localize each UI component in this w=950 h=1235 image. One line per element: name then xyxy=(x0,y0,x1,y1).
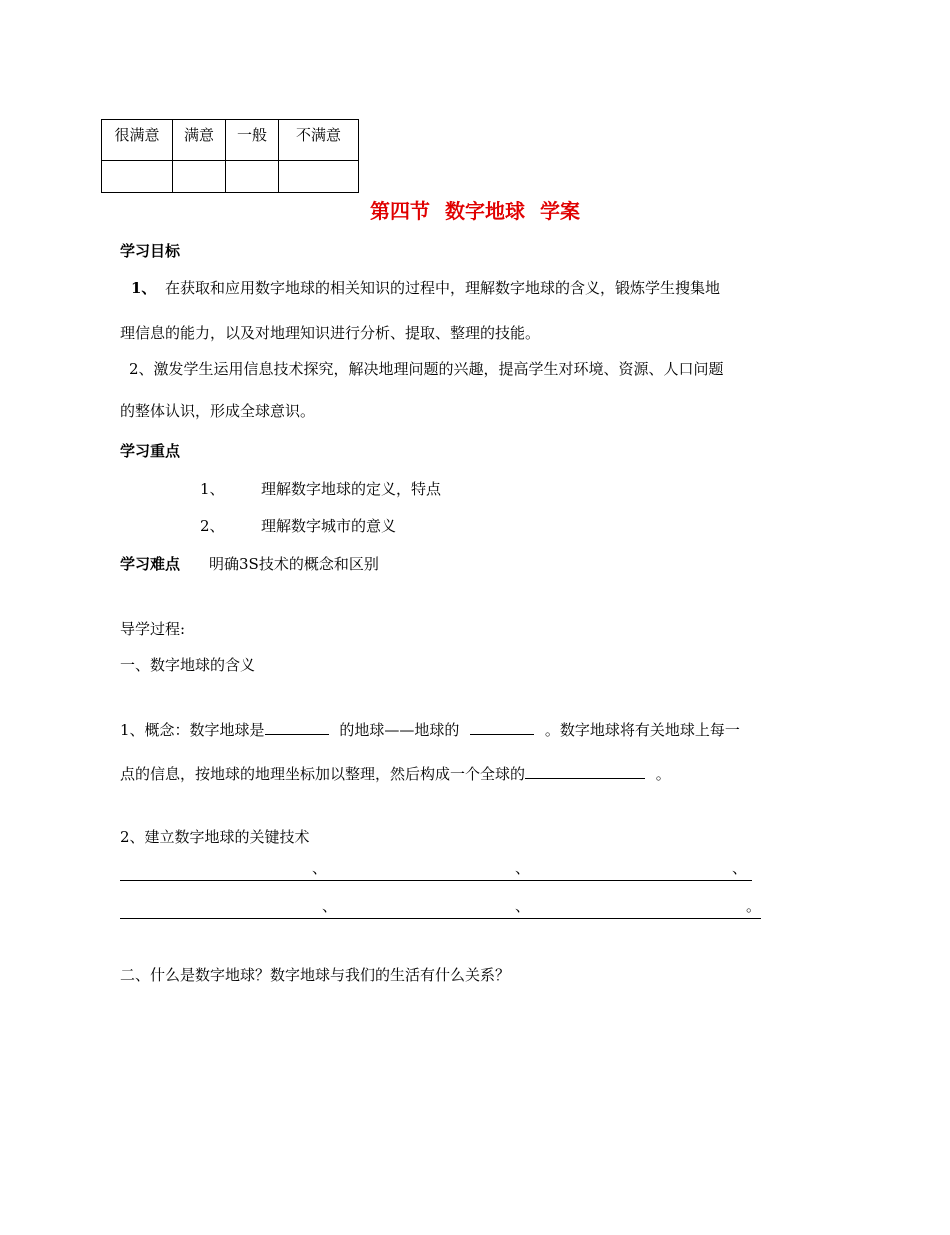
separator-period: 。 xyxy=(746,897,762,915)
rating-cell-average[interactable] xyxy=(226,161,279,193)
difficulty-heading: 学习难点 xyxy=(120,555,181,573)
concept-line-2 xyxy=(120,762,671,784)
title-topic: 数字地球 xyxy=(445,199,525,223)
title-type: 学案 xyxy=(539,199,580,223)
separator-comma: 、 xyxy=(732,859,748,877)
difficulty-text: 明确3S技术的概念和区别 xyxy=(209,555,379,573)
concept-line-1 xyxy=(120,718,740,740)
separator-comma: 、 xyxy=(312,859,328,877)
rating-very-satisfied: 很满意 xyxy=(102,120,173,161)
separator-comma: 、 xyxy=(515,897,531,915)
concept-text-a: 1、概念：数字地球是 xyxy=(120,721,265,739)
rating-unsatisfied: 不满意 xyxy=(279,120,359,161)
key-points-heading: 学习重点 xyxy=(120,442,181,460)
rating-cell-satisfied[interactable] xyxy=(173,161,226,193)
blank-earth-of[interactable] xyxy=(470,718,534,735)
key-point-1-text: 理解数字地球的定义，特点 xyxy=(261,480,442,498)
rating-satisfied: 满意 xyxy=(173,120,226,161)
blank-global[interactable] xyxy=(525,762,645,779)
objective-1-line1: 在获取和应用数字地球的相关知识的过程中，理解数字地球的含义，锻炼学生搜集地 xyxy=(165,279,721,297)
key-tech-heading: 2、建立数字地球的关键技术 xyxy=(120,828,310,846)
rating-input-row xyxy=(102,161,359,193)
separator-comma: 、 xyxy=(515,859,531,877)
section-2-heading: 二、什么是数字地球？数字地球与我们的生活有什么关系？ xyxy=(120,966,511,984)
objective-1-number: 1、 xyxy=(131,279,157,297)
key-point-1-number: 1、 xyxy=(200,480,225,498)
concept-text-b: 的地球——地球的 xyxy=(339,721,460,739)
key-tech-fill-row-2[interactable] xyxy=(120,896,761,919)
rating-table xyxy=(101,119,359,193)
concept-text-c: 。数字地球将有关地球上每一 xyxy=(544,721,740,739)
rating-cell-very-satisfied[interactable] xyxy=(102,161,173,193)
objectives-heading: 学习目标 xyxy=(120,242,181,260)
objective-1-line2: 理信息的能力，以及对地理知识进行分析、提取、整理的技能。 xyxy=(120,324,541,342)
rating-header-row xyxy=(102,120,359,161)
concept-text-d: 点的信息，按地球的地理坐标加以整理，然后构成一个全球的 xyxy=(120,765,526,783)
title-section: 第四节 xyxy=(370,199,431,223)
page-title xyxy=(0,195,950,224)
concept-text-e: 。 xyxy=(655,765,671,783)
key-point-2-number: 2、 xyxy=(200,517,225,535)
key-tech-fill-row-1[interactable] xyxy=(120,858,752,881)
process-heading: 导学过程: xyxy=(120,620,186,638)
separator-comma: 、 xyxy=(322,897,338,915)
blank-digital-earth-is[interactable] xyxy=(265,718,329,735)
objective-2-line2: 的整体认识，形成全球意识。 xyxy=(120,402,316,420)
objective-2-line1: 2、激发学生运用信息技术探究，解决地理问题的兴趣，提高学生对环境、资源、人口问题 xyxy=(129,360,724,378)
rating-average: 一般 xyxy=(226,120,279,161)
section-1-heading: 一、数字地球的含义 xyxy=(120,656,256,674)
key-point-2-text: 理解数字城市的意义 xyxy=(261,517,397,535)
rating-cell-unsatisfied[interactable] xyxy=(279,161,359,193)
